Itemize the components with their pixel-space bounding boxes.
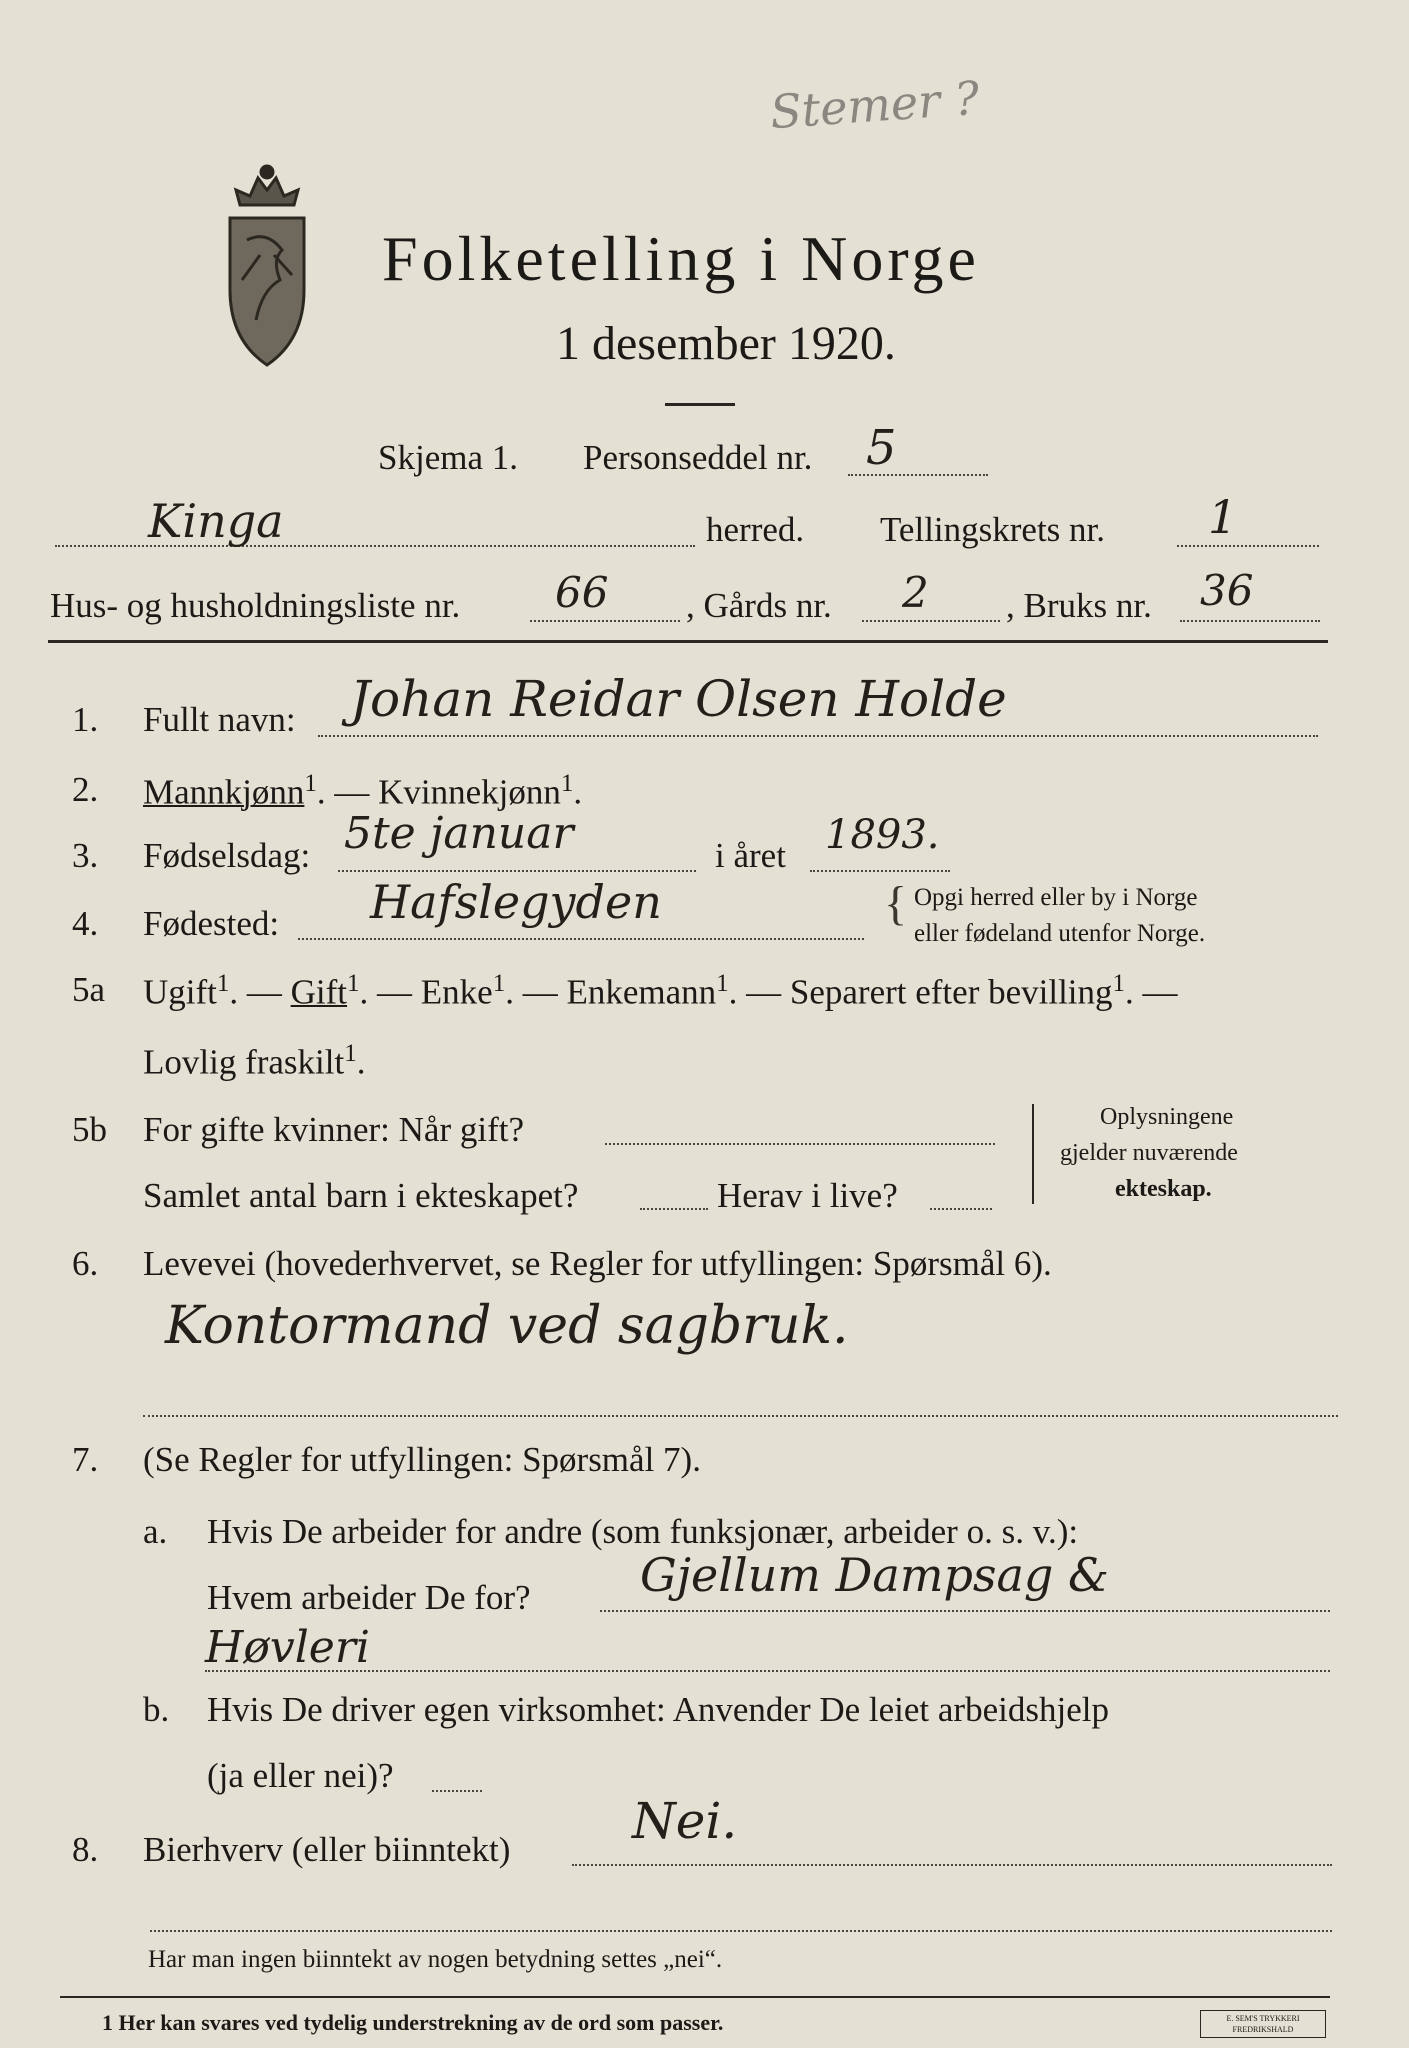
q5b-live-line bbox=[930, 1208, 992, 1210]
tellingskrets-line bbox=[1177, 545, 1319, 547]
option-kvinnekjonn: Kvinnekjønn bbox=[378, 772, 561, 812]
q7a-label: Hvem arbeider De for? bbox=[207, 1578, 531, 1617]
q8-line-2 bbox=[150, 1930, 1332, 1932]
q5b-number: 5b bbox=[72, 1110, 107, 1149]
q3-aar-value: 1893. bbox=[825, 812, 940, 858]
q5b-note-bracket bbox=[1032, 1104, 1034, 1204]
form-date: 1 desember 1920. bbox=[556, 317, 896, 370]
hus-label: Hus- og husholdningsliste nr. bbox=[50, 586, 461, 625]
form-title: Folketelling i Norge bbox=[382, 223, 980, 294]
q7a-letter: a. bbox=[143, 1512, 168, 1551]
q4-line bbox=[298, 938, 864, 940]
q4-note-1: Opgi herred eller by i Norge bbox=[914, 884, 1198, 911]
q6-number: 6. bbox=[72, 1244, 99, 1283]
q7-label: (Se Regler for utfyllingen: Spørsmål 7). bbox=[143, 1440, 701, 1479]
bruks-line bbox=[1180, 620, 1320, 622]
footnote-divider bbox=[60, 1996, 1330, 1998]
hus-line bbox=[530, 620, 680, 622]
option-separert: Separert efter bevilling bbox=[789, 972, 1113, 1012]
q5b-note-1: Oplysningene bbox=[1100, 1104, 1234, 1130]
q7b-label: (ja eller nei)? bbox=[207, 1756, 394, 1795]
herred-label: herred. bbox=[706, 510, 805, 549]
q5a-options-line2: Lovlig fraskilt$^1$. bbox=[143, 1040, 366, 1082]
q7b-line bbox=[432, 1790, 482, 1792]
q6-value: Kontormand ved sagbruk. bbox=[165, 1296, 849, 1356]
q6-line bbox=[143, 1415, 1338, 1417]
q5b-note-3: ekteskap. bbox=[1115, 1176, 1212, 1202]
q5b-gift-line bbox=[605, 1143, 995, 1145]
q6-label: Levevei (hovederhvervet, se Regler for utfyllingen: Spørsmål 6). bbox=[143, 1244, 1052, 1283]
q3-line bbox=[338, 870, 696, 872]
option-mannkjonn: Mannkjønn bbox=[143, 772, 305, 812]
q7b-text: Hvis De driver egen virksomhet: Anvender De leiet arbeidshjelp bbox=[207, 1690, 1109, 1729]
title-divider bbox=[665, 403, 735, 406]
q7a-line-2 bbox=[205, 1670, 1330, 1672]
q2-options: Mannkjønn$^1$. — Kvinnekjønn$^1$. bbox=[143, 770, 583, 812]
nei-instruction: Har man ingen biinntekt av nogen betydning settes „nei“. bbox=[148, 1946, 723, 1973]
personseddel-value: 5 bbox=[866, 420, 897, 476]
q4-note-2: eller fødeland utenfor Norge. bbox=[914, 920, 1206, 947]
pencil-note: Stemer ? bbox=[768, 70, 981, 140]
option-ugift: Ugift bbox=[143, 972, 217, 1012]
q5a-options: Ugift$^1$. — Gift$^1$. — Enke$^1$. — Enkemann$^1$. — Separert efter bevilling$^1$. — bbox=[143, 970, 1178, 1012]
q7b-letter: b. bbox=[143, 1690, 170, 1729]
q3-value: 5te januar bbox=[344, 808, 574, 859]
bruks-value: 36 bbox=[1200, 566, 1254, 615]
q5b-label-3: Herav i live? bbox=[717, 1176, 898, 1215]
q1-label: Fullt navn: bbox=[143, 700, 296, 739]
gards-value: 2 bbox=[902, 568, 929, 617]
q5a-number: 5a bbox=[72, 970, 106, 1009]
q8-value: Nei. bbox=[632, 1792, 738, 1850]
q1-value: Johan Reidar Olsen Holde bbox=[350, 670, 1007, 728]
q4-number: 4. bbox=[72, 904, 99, 943]
option-enke: Enke bbox=[420, 972, 493, 1012]
q7a-value-2: Høvleri bbox=[205, 1622, 370, 1673]
gards-line bbox=[862, 620, 1000, 622]
gards-label: , Gårds nr. bbox=[686, 586, 832, 625]
q5b-barn-line bbox=[640, 1208, 708, 1210]
option-gift: Gift bbox=[290, 972, 348, 1012]
tellingskrets-label: Tellingskrets nr. bbox=[880, 510, 1106, 549]
herred-value: Kinga bbox=[148, 494, 284, 548]
option-lovlig-fraskilt: Lovlig fraskilt bbox=[143, 1042, 345, 1082]
printer-stamp: E. SEM'S TRYKKERI FREDRIKSHALD bbox=[1200, 2010, 1326, 2038]
q4-value: Hafslegyden bbox=[370, 875, 662, 929]
header-separator bbox=[48, 640, 1328, 643]
option-enkemann: Enkemann bbox=[566, 972, 717, 1012]
q1-number: 1. bbox=[72, 700, 99, 739]
q2-number: 2. bbox=[72, 770, 99, 809]
q4-label: Fødested: bbox=[143, 904, 280, 943]
q8-line bbox=[572, 1864, 1332, 1866]
bruks-label: , Bruks nr. bbox=[1006, 586, 1152, 625]
q8-number: 8. bbox=[72, 1830, 99, 1869]
q3-aar-line bbox=[810, 870, 950, 872]
schema-label: Skjema 1. bbox=[378, 438, 518, 477]
q8-label: Bierhverv (eller biinntekt) bbox=[143, 1830, 511, 1869]
q1-line bbox=[318, 735, 1318, 737]
hus-value: 66 bbox=[555, 568, 609, 617]
q5b-label-2: Samlet antal barn i ekteskapet? bbox=[143, 1176, 579, 1215]
q5b-label-1: For gifte kvinner: Når gift? bbox=[143, 1110, 525, 1149]
q3-label: Fødselsdag: bbox=[143, 836, 311, 875]
coat-of-arms-icon bbox=[212, 160, 322, 370]
q4-note-brace: { bbox=[884, 877, 908, 930]
q3-number: 3. bbox=[72, 836, 99, 875]
q7-number: 7. bbox=[72, 1440, 99, 1479]
tellingskrets-value: 1 bbox=[1208, 490, 1238, 544]
q7a-value-1: Gjellum Dampsag & bbox=[640, 1548, 1109, 1602]
q3-aar-label: i året bbox=[715, 836, 786, 875]
q7a-text: Hvis De arbeider for andre (som funksjonær, arbeider o. s. v.): bbox=[207, 1512, 1079, 1551]
q7a-line-1 bbox=[600, 1610, 1330, 1612]
q5b-note-2: gjelder nuværende bbox=[1060, 1140, 1238, 1166]
footnote: 1 Her kan svares ved tydelig understrekning av de ord som passer. bbox=[102, 2010, 724, 2035]
personseddel-label: Personseddel nr. bbox=[583, 438, 813, 477]
